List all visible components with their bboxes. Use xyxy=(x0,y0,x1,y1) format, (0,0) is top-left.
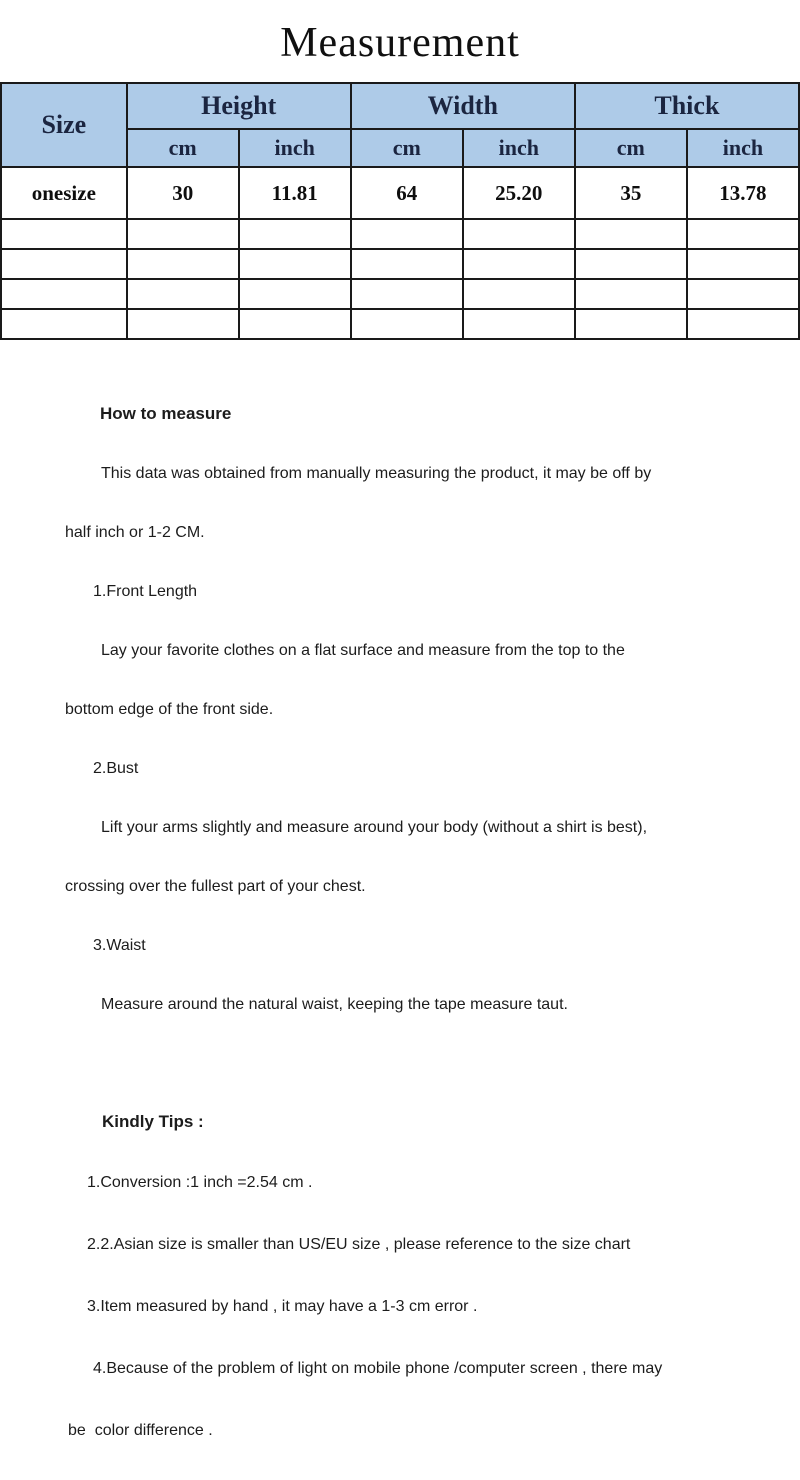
empty-cell xyxy=(127,279,239,309)
kindly-tips-heading: Kindly Tips : xyxy=(102,1112,204,1132)
empty-cell xyxy=(239,249,351,279)
howto-line-bust: 2.Bust xyxy=(93,760,139,778)
header-unit-cm: cm xyxy=(351,129,463,167)
table-row-empty xyxy=(1,279,799,309)
empty-cell xyxy=(239,219,351,249)
header-unit-inch: inch xyxy=(463,129,575,167)
empty-cell xyxy=(687,249,799,279)
empty-cell xyxy=(687,309,799,339)
cell-width-inch: 25.20 xyxy=(463,167,575,219)
table-row-empty xyxy=(1,309,799,339)
empty-cell xyxy=(575,309,687,339)
empty-cell xyxy=(463,219,575,249)
header-unit-inch: inch xyxy=(239,129,351,167)
how-to-measure-section xyxy=(0,366,800,1052)
tip-line: 1.Conversion :1 inch =2.54 cm . xyxy=(87,1174,313,1192)
tip-line: 2.2.Asian size is smaller than US/EU size , please reference to the size chart xyxy=(87,1236,631,1254)
cell-thick-inch: 13.78 xyxy=(687,167,799,219)
cell-thick-cm: 35 xyxy=(575,167,687,219)
kindly-tips-section xyxy=(0,1074,800,1480)
header-width: Width xyxy=(351,83,575,129)
table-row-empty xyxy=(1,249,799,279)
how-to-measure-heading: How to measure xyxy=(100,404,232,424)
empty-cell xyxy=(1,249,127,279)
empty-cell xyxy=(127,219,239,249)
cell-height-cm: 30 xyxy=(127,167,239,219)
empty-cell xyxy=(239,279,351,309)
empty-cell xyxy=(463,309,575,339)
howto-line: Lift your arms slightly and measure around your body (without a shirt is best), xyxy=(101,819,648,837)
header-unit-inch: inch xyxy=(687,129,799,167)
table-row-empty xyxy=(1,219,799,249)
howto-line: Lay your favorite clothes on a flat surface and measure from the top to the xyxy=(101,642,625,660)
table-row xyxy=(1,167,799,219)
cell-height-inch: 11.81 xyxy=(239,167,351,219)
header-unit-cm: cm xyxy=(575,129,687,167)
empty-cell xyxy=(351,279,463,309)
empty-cell xyxy=(127,249,239,279)
empty-cell xyxy=(1,309,127,339)
header-unit-cm: cm xyxy=(127,129,239,167)
howto-line: crossing over the fullest part of your chest. xyxy=(65,878,366,896)
measurement-table xyxy=(0,82,800,340)
empty-cell xyxy=(687,219,799,249)
empty-cell xyxy=(463,279,575,309)
empty-cell xyxy=(351,249,463,279)
empty-cell xyxy=(239,309,351,339)
page-title: Measurement xyxy=(280,20,520,66)
empty-cell xyxy=(575,249,687,279)
empty-cell xyxy=(1,279,127,309)
howto-line: Measure around the natural waist, keeping the tape measure taut. xyxy=(101,996,568,1014)
cell-width-cm: 64 xyxy=(351,167,463,219)
empty-cell xyxy=(351,219,463,249)
tip-line: be color difference . xyxy=(68,1422,213,1440)
empty-cell xyxy=(687,279,799,309)
empty-cell xyxy=(463,249,575,279)
empty-cell xyxy=(575,279,687,309)
empty-cell xyxy=(127,309,239,339)
howto-line: bottom edge of the front side. xyxy=(65,701,274,719)
howto-line: half inch or 1-2 CM. xyxy=(65,524,205,542)
header-height: Height xyxy=(127,83,351,129)
howto-line-front-length: 1.Front Length xyxy=(93,583,198,601)
empty-cell xyxy=(1,219,127,249)
table-header-group-row xyxy=(1,83,799,129)
cell-size-value: onesize xyxy=(1,167,127,219)
tip-line: 3.Item measured by hand , it may have a 1-3 cm error . xyxy=(87,1298,478,1316)
empty-cell xyxy=(575,219,687,249)
empty-cell xyxy=(351,309,463,339)
howto-line-waist: 3.Waist xyxy=(93,937,146,955)
howto-line: This data was obtained from manually measuring the product, it may be off by xyxy=(101,465,652,483)
tip-line: 4.Because of the problem of light on mobile phone /computer screen , there may xyxy=(93,1360,663,1378)
header-thick: Thick xyxy=(575,83,799,129)
header-size: Size xyxy=(1,83,127,167)
